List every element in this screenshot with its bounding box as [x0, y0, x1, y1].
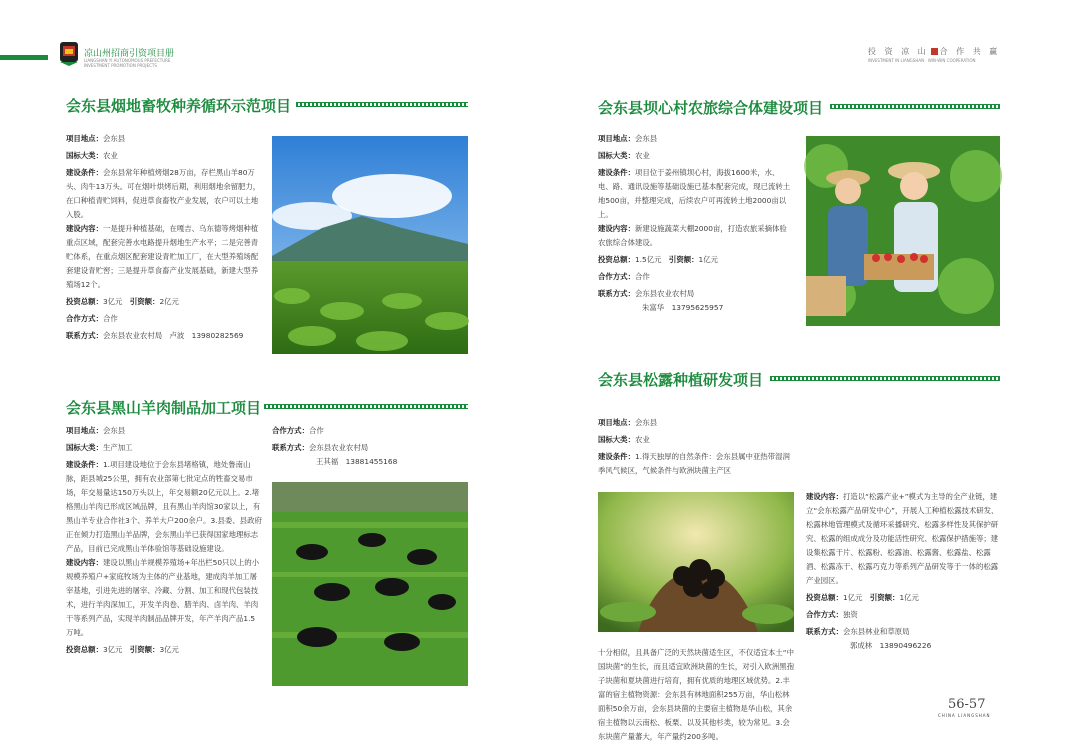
p3-conditions: 1.项目建设地位于会东县堵格镇，地处鲁南山脉，距县城25公里，拥有农业部第七批定点的牲畜交易市场，年交易量达150万头以上，年交易额20亿元以上。2.堵格黑山羊肉已形成区域品牌，且有黑山羊肉馆30家以上，有黑山羊专业合作社3个、养羊大户200余户。3.县委、县政府正在倾力打造黑山羊品牌，会东黑山羊已获得国家地理标志产品，目前已完成黑山羊体验馆等基础设施建设。 — [66, 460, 262, 553]
project1-details — [66, 132, 262, 343]
brand-subtitle: LIANGSHAN YI AUTONOMOUS PREFECTURE INVESTMENT PROMOTION PROJECTS — [84, 58, 171, 68]
p4-attract: 1亿元 — [899, 593, 919, 602]
project3-title-rule — [264, 404, 468, 409]
truffle-photo — [598, 492, 794, 632]
p2-contact: 会东县农业农村局 — [634, 289, 695, 298]
p1-location: 会东县 — [102, 134, 126, 143]
p1-investment-label: 投资总额： — [66, 297, 103, 306]
p3-investment-label: 投资总额： — [66, 645, 103, 654]
p3-attract-label: 引资额： — [129, 645, 160, 654]
p1-content: 一是提升种植基础，在嘎吉、乌东德等烤烟种植重点区域，配套完善水电路提升烟地生产水平；二是完善青贮体系，在重点烟区配套建设青贮加工厂，在大型养殖场配套建设青贮窖；三是提升草食畜产业发展基础，新建大型养殖场12个。 — [66, 224, 259, 289]
p4-industry-label: 国标大类： — [598, 435, 635, 444]
p4-conditions-cont: 十分相似，且具备广泛的天然块菌适生区，不仅适宜本土“中国块菌”的生长，而且适宜欧洲块菌的生长，对引入欧洲黑孢子块菌和夏块菌进行培育，拥有优质的地理区域优势。2.丰富的宿主植物资源：会东县有林地面积255万亩，华山松林面积50余万亩，会东县块菌的主要宿主植物是华山松，其余宿主植物以云南松、板栗、以及其他杉类，较为常见。3.会东块菌产量蕃大，年产量约200多吨。 — [598, 648, 794, 741]
project3-contact — [272, 424, 468, 469]
brand-title: 凉山州招商引资项目册 — [84, 49, 175, 59]
p3-conditions-label: 建设条件： — [66, 460, 103, 469]
p1-contact-label: 联系方式： — [66, 331, 103, 340]
p4-coop-label: 合作方式： — [806, 610, 843, 619]
p1-attract-label: 引资额： — [129, 297, 160, 306]
p3-content: 建设以黑山羊规模养殖场+年出栏50只以上的小规模养殖户+家庭牧场为主体的产业基地，建成肉羊加工屠宰基地，引进先进的屠宰、冷藏、分割、加工和现代包装技术，进行羊肉深加工，开发羊肉卷、腊羊肉、卤羊肉、羊肉干等系列产品，实现羊肉制品品牌开发，年产羊肉产品1.5万吨。 — [66, 558, 259, 637]
p3-contact-label: 联系方式： — [272, 443, 309, 452]
project4-title-rule — [770, 376, 1000, 381]
p4-contact: 会东县林业和草原局 — [842, 627, 910, 636]
p3-industry: 生产加工 — [102, 443, 133, 452]
p2-industry-label: 国标大类： — [598, 151, 635, 160]
liangshan-logo — [58, 38, 80, 66]
p2-conditions-label: 建设条件： — [598, 168, 635, 177]
p1-content-label: 建设内容： — [66, 224, 103, 233]
p4-conditions-right — [806, 416, 1002, 486]
slogan — [868, 46, 1000, 57]
project4-details-right — [806, 416, 1002, 653]
p3-coop-label: 合作方式： — [272, 426, 309, 435]
p2-conditions: 项目位于姜州镇坝心村，海拔1600米，水、电、路、通讯设施等基础设施已基本配套完成，现已流转土地500亩，并整理完成，后续农户可再流转土地2000亩以上。 — [598, 168, 791, 219]
p1-attract: 2亿元 — [159, 297, 179, 306]
p3-industry-label: 国标大类： — [66, 443, 103, 452]
page-numbers: 56-57 — [948, 697, 986, 712]
project1-title-rule — [296, 102, 468, 107]
project2-title-rule — [830, 104, 1000, 109]
p4-conditions: 1.得天独厚的自然条件：会东县属中亚热带湿润季风气候区，气候条件与欧洲块菌主产区 — [598, 452, 790, 475]
p2-coop: 合作 — [634, 272, 650, 281]
project3-title: 会东县黑山羊肉制品加工项目 — [66, 399, 262, 417]
slogan-subtitle: INVESTMENT IN LIANGSHAN · WIN-WIN COOPERATION — [868, 58, 976, 63]
p1-conditions: 会东县常年种植烤烟28万亩，存栏黑山羊80万头、肉牛13万头。可在烟叶烘烤后期，利用烟地余留肥力，在口种植青贮饲料，促进草食畜牧产业发展，农户可以土地入股。 — [66, 168, 261, 219]
slogan-left: 投 资 凉 山 — [868, 47, 929, 56]
p3-investment: 3亿元 — [102, 645, 123, 654]
p4-contact2: 郭成林 13890496226 — [850, 641, 932, 650]
p1-coop: 合作 — [102, 314, 118, 323]
tobacco-field-photo — [272, 136, 468, 354]
page-numbers-sub: CHINA LIANGSHAN — [938, 713, 991, 718]
slogan-mark-icon — [931, 48, 938, 55]
p2-attract: 1亿元 — [698, 255, 718, 264]
p2-investment-label: 投资总额： — [598, 255, 635, 264]
p2-contact-label: 联系方式： — [598, 289, 635, 298]
p2-location-label: 项目地点： — [598, 134, 635, 143]
p1-industry-label: 国标大类： — [66, 151, 103, 160]
p4-conditions-label: 建设条件： — [598, 452, 635, 461]
project1-title: 会东县烟地畜牧种养循环示范项目 — [66, 97, 292, 115]
p2-investment: 1.5亿元 — [634, 255, 662, 264]
p4-content: 打造以“松露产业+”模式为主导的全产业链，建立“会东松露产品研发中心”，开展人工种植松露技术研发、松露林地管理模式及循环采播研究、松露多样性及其保护研究、松露的组成成分及功能活性研究、松露保护措施等；建设集松露干片、松露粉、松露油、松露酱、松露盐、松露酒、松露冻干、松露巧克力等系列产品研发等于一体的松露产业园区。 — [806, 492, 999, 585]
project4-details-left — [598, 416, 794, 478]
greenhouse-pickers-photo — [806, 136, 1000, 326]
project2-details — [598, 132, 794, 315]
project3-details — [66, 424, 262, 657]
p3-location: 会东县 — [102, 426, 126, 435]
p1-industry: 农业 — [102, 151, 118, 160]
p1-contact: 会东县农业农村局 卢波 13980282569 — [102, 331, 244, 340]
p3-coop: 合作 — [308, 426, 324, 435]
p3-contact2: 王其福 13881455168 — [316, 457, 398, 466]
p2-content: 新建设施蔬菜大棚2000亩，打造农旅采摘体验农旅综合体建设。 — [598, 224, 787, 247]
p1-location-label: 项目地点： — [66, 134, 103, 143]
p3-contact: 会东县农业农村局 — [308, 443, 369, 452]
p4-location-label: 项目地点： — [598, 418, 635, 427]
p3-attract: 3亿元 — [159, 645, 179, 654]
p3-location-label: 项目地点： — [66, 426, 103, 435]
p2-industry: 农业 — [634, 151, 650, 160]
p2-content-label: 建设内容： — [598, 224, 635, 233]
header-accent-bar — [0, 55, 48, 60]
p4-attract-label: 引资额： — [869, 593, 900, 602]
project4-details-cont — [598, 646, 794, 741]
p2-attract-label: 引资额： — [668, 255, 699, 264]
p4-coop: 独资 — [842, 610, 858, 619]
p1-conditions-label: 建设条件： — [66, 168, 103, 177]
p4-investment-label: 投资总额： — [806, 593, 843, 602]
p4-industry: 农业 — [634, 435, 650, 444]
p4-location: 会东县 — [634, 418, 658, 427]
p2-contact2: 朱富华 13795625957 — [642, 303, 724, 312]
p4-content-label: 建设内容： — [806, 492, 843, 501]
p3-content-label: 建设内容： — [66, 558, 103, 567]
project2-title: 会东县坝心村农旅综合体建设项目 — [598, 99, 824, 117]
project4-title: 会东县松露种植研发项目 — [598, 371, 764, 389]
p1-coop-label: 合作方式： — [66, 314, 103, 323]
p2-location: 会东县 — [634, 134, 658, 143]
slogan-right: 合 作 共 赢 — [939, 47, 1001, 56]
p2-coop-label: 合作方式： — [598, 272, 635, 281]
p4-contact-label: 联系方式： — [806, 627, 843, 636]
p1-investment: 3亿元 — [102, 297, 123, 306]
black-goats-photo — [272, 482, 468, 686]
p4-investment: 1亿元 — [842, 593, 863, 602]
